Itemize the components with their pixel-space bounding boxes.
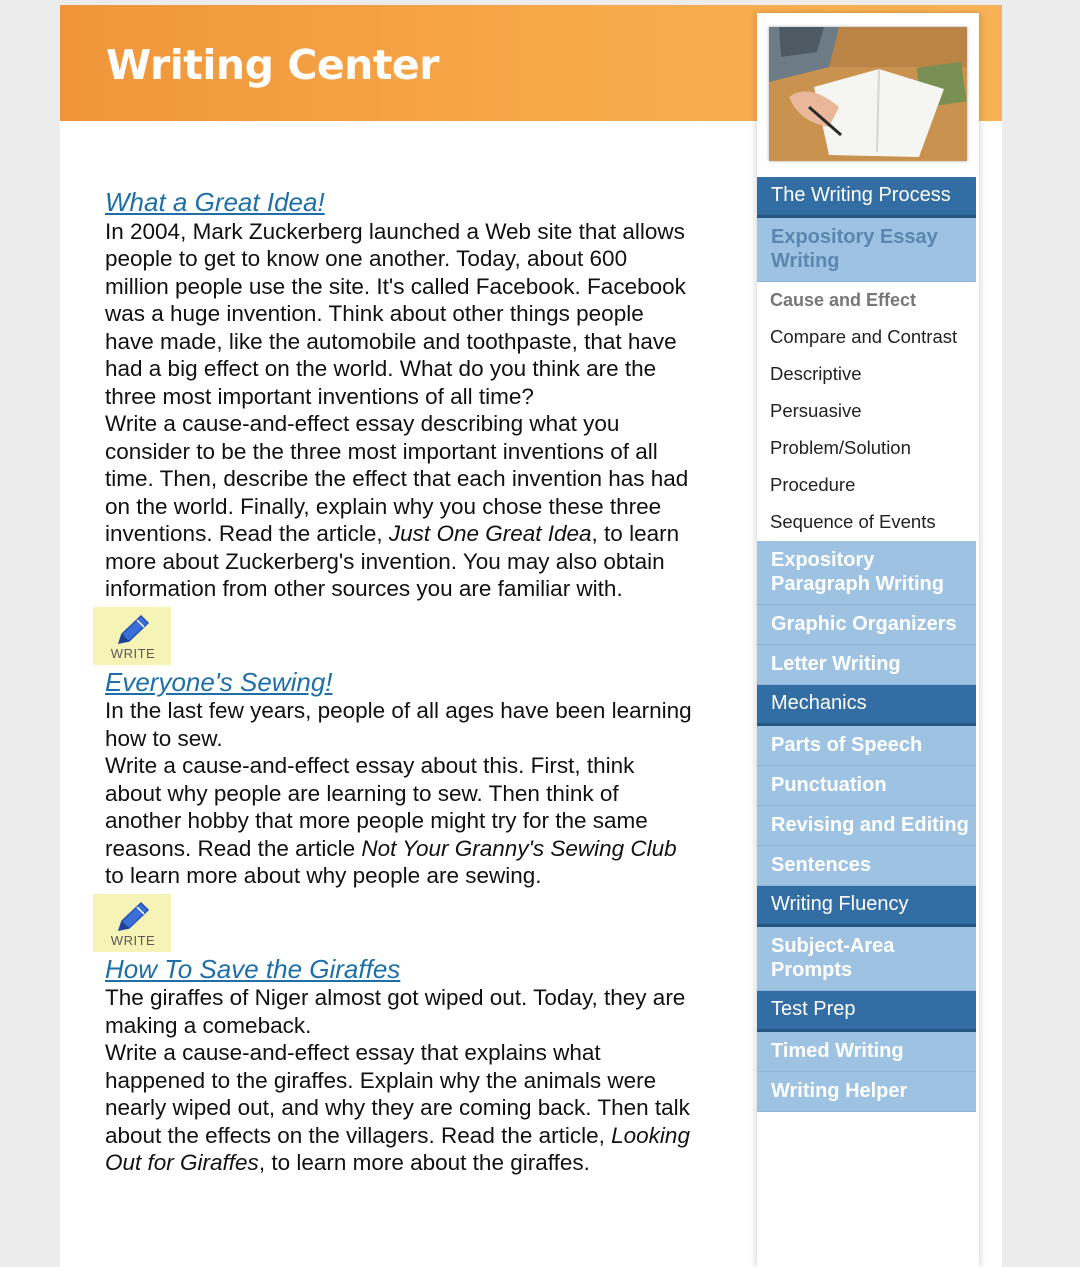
sidebar-item-parts-of-speech[interactable]: Parts of Speech xyxy=(757,726,976,766)
article-paragraph xyxy=(105,752,695,890)
sidebar-item-compare-and-contrast[interactable]: Compare and Contrast xyxy=(757,319,976,356)
article-paragraph xyxy=(105,1039,695,1177)
sidebar-item-descriptive[interactable]: Descriptive xyxy=(757,356,976,393)
write-button[interactable] xyxy=(93,607,171,665)
main-content xyxy=(105,185,695,1177)
write-label: WRITE xyxy=(110,932,156,948)
article-paragraph xyxy=(105,984,695,1039)
write-button[interactable] xyxy=(93,894,171,952)
paragraph-text: , to learn more about the giraffes. xyxy=(258,1150,590,1175)
article-reference: Looking Out for Giraffes xyxy=(105,1122,690,1175)
article-title-link[interactable]: How To Save the Giraffes xyxy=(105,953,401,984)
sidebar-nav xyxy=(757,177,976,1112)
article-title-link[interactable]: Everyone's Sewing! xyxy=(105,666,333,697)
page xyxy=(60,5,1002,1267)
write-label: WRITE xyxy=(110,645,156,661)
sidebar-item-expository-paragraph-writing[interactable]: Expository Paragraph Writing xyxy=(757,541,976,605)
sidebar-item-sentences[interactable]: Sentences xyxy=(757,846,976,886)
sidebar-item-cause-and-effect[interactable]: Cause and Effect xyxy=(757,282,976,319)
pencil-icon xyxy=(113,900,153,934)
article-reference: Just One Great Idea xyxy=(388,521,592,546)
sidebar-item-sequence-of-events[interactable]: Sequence of Events xyxy=(757,504,976,541)
sidebar-item-test-prep[interactable]: Test Prep xyxy=(757,991,976,1032)
sidebar-item-timed-writing[interactable]: Timed Writing xyxy=(757,1032,976,1072)
sidebar-item-graphic-organizers[interactable]: Graphic Organizers xyxy=(757,605,976,645)
article-paragraph xyxy=(105,697,695,752)
sidebar-item-writing-fluency[interactable]: Writing Fluency xyxy=(757,886,976,927)
site-title: Writing Center xyxy=(106,41,439,89)
article-reference: Not Your Granny's Sewing Club xyxy=(361,835,677,861)
pencil-icon xyxy=(113,613,153,647)
sidebar-item-expository-essay-writing[interactable]: Expository Essay Writing xyxy=(757,218,976,282)
sidebar-item-mechanics[interactable]: Mechanics xyxy=(757,685,976,726)
sidebar xyxy=(757,13,979,1267)
paragraph-text: In the last few years, people of all ages have been learning how to sew. xyxy=(105,698,692,751)
sidebar-item-procedure[interactable]: Procedure xyxy=(757,467,976,504)
paragraph-text: to learn more about why people are sewing. xyxy=(105,863,542,888)
paragraph-text: Write a cause-and-effect essay that explains what happened to the giraffes. Explain why the animals were nearly wiped out, and why they are coming back. Then talk about the effects on the villagers. Read the article, xyxy=(105,1040,690,1148)
sidebar-item-problem-solution[interactable]: Problem/Solution xyxy=(757,430,976,467)
paragraph-text: Write a cause-and-effect essay about this. First, think about why people are learning to sew. Then think of another hobby that more people might try for the same reasons. Read the article xyxy=(105,753,648,861)
article-title-link[interactable]: What a Great Idea! xyxy=(105,187,325,217)
article-paragraph xyxy=(105,218,695,411)
paragraph-text: , to learn more about Zuckerberg's invention. You may also obtain information from other sources you are familiar with. xyxy=(105,521,680,601)
article-paragraph xyxy=(105,410,695,603)
sidebar-item-letter-writing[interactable]: Letter Writing xyxy=(757,645,976,685)
sidebar-item-punctuation[interactable]: Punctuation xyxy=(757,766,976,806)
paragraph-text: The giraffes of Niger almost got wiped out. Today, they are making a comeback. xyxy=(105,985,686,1038)
sidebar-item-revising-and-editing[interactable]: Revising and Editing xyxy=(757,806,976,846)
writing-photo xyxy=(769,27,967,161)
sidebar-item-the-writing-process[interactable]: The Writing Process xyxy=(757,177,976,218)
sidebar-item-persuasive[interactable]: Persuasive xyxy=(757,393,976,430)
paragraph-text: Write a cause-and-effect essay describing what you consider to be the three most important inventions of all time. Then, describe the effect that each invention has had on the world. Finally, explain why you chose these three inventions. Read the article, xyxy=(105,411,689,546)
paragraph-text: In 2004, Mark Zuckerberg launched a Web site that allows people to get to know one another. Today, about 600 million people use the site. It's called Facebook. Facebook was a huge invention. Think about other things people have made, like the automobile and toothpaste, that have had a big effect on the world. What do you think are the three most important inventions of all time? xyxy=(105,218,686,409)
sidebar-item-writing-helper[interactable]: Writing Helper xyxy=(757,1072,976,1112)
sidebar-item-subject-area-prompts[interactable]: Subject-Area Prompts xyxy=(757,927,976,991)
